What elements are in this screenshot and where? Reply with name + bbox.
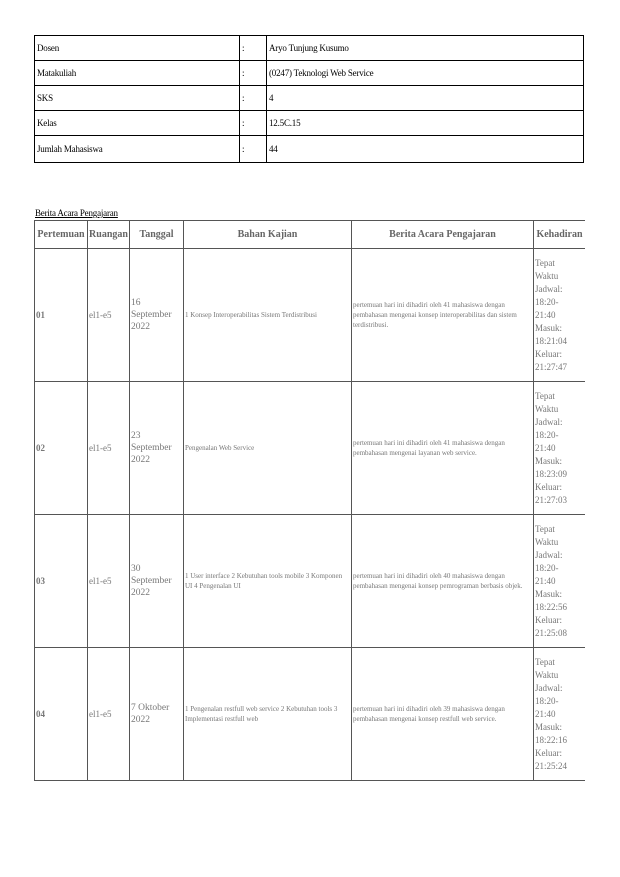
kehadiran-line: 18:22:16 (535, 734, 568, 745)
info-label: Matakuliah (35, 61, 240, 86)
header-ruangan: Ruangan (88, 221, 130, 249)
kehadiran-line: 18:20- (535, 695, 559, 706)
cell-bahan-kajian: 1 User interface 2 Kebutuhan tools mobile 3 Komponen UI 4 Pengenalan UI (184, 515, 352, 648)
kehadiran-line: 21:40 (535, 309, 556, 320)
table-row (35, 515, 586, 648)
kehadiran-line: Masuk: (535, 721, 562, 732)
info-label: Dosen (35, 36, 240, 61)
info-row (35, 61, 584, 86)
info-row (35, 136, 584, 163)
cell-tanggal: 16 September 2022 (130, 249, 184, 382)
cell-kehadiran (534, 249, 586, 382)
table-row (35, 648, 586, 781)
info-value: 12.5C.15 (267, 111, 584, 136)
info-row (35, 111, 584, 136)
cell-ruangan: el1-e5 (88, 515, 130, 648)
kehadiran-line: Tepat (535, 523, 555, 534)
kehadiran-line: 18:20- (535, 562, 559, 573)
kehadiran-line: Keluar: (535, 481, 562, 492)
info-label: Jumlah Mahasiswa (35, 136, 240, 163)
kehadiran-line: Masuk: (535, 588, 562, 599)
kehadiran-line: Jadwal: (535, 283, 563, 294)
cell-berita-acara: pertemuan hari ini dihadiri oleh 40 mahasiswa dengan pembahasan mengenai konsep pemrograman berbasis objek. (352, 515, 534, 648)
kehadiran-line: 21:27:03 (535, 494, 568, 505)
kehadiran-line: 21:40 (535, 708, 556, 719)
kehadiran-line: 18:20- (535, 429, 559, 440)
cell-bahan-kajian: 1 Konsep Interoperabilitas Sistem Terdistribusi (184, 249, 352, 382)
kehadiran-line: Tepat (535, 257, 555, 268)
lecture-table-container (34, 220, 585, 791)
info-separator: : (240, 111, 267, 136)
cell-ruangan: el1-e5 (88, 249, 130, 382)
kehadiran-line: Masuk: (535, 455, 562, 466)
cell-tanggal: 30 September 2022 (130, 515, 184, 648)
kehadiran-line: Jadwal: (535, 682, 563, 693)
course-info-table (34, 35, 584, 163)
header-pertemuan: Pertemuan (35, 221, 88, 249)
kehadiran-line: Tepat (535, 390, 555, 401)
cell-kehadiran (534, 382, 586, 515)
cell-tanggal: 7 Oktober 2022 (130, 648, 184, 781)
info-value: (0247) Teknologi Web Service (267, 61, 584, 86)
kehadiran-line: 18:23:09 (535, 468, 568, 479)
info-row (35, 36, 584, 61)
kehadiran-line: 21:25:08 (535, 627, 568, 638)
info-value: 44 (267, 136, 584, 163)
cell-berita-acara: pertemuan hari ini dihadiri oleh 41 mahasiswa dengan pembahasan mengenai layanan web service. (352, 382, 534, 515)
cell-kehadiran (534, 515, 586, 648)
kehadiran-line: Waktu (535, 669, 559, 680)
kehadiran-line: Keluar: (535, 614, 562, 625)
kehadiran-line: Keluar: (535, 747, 562, 758)
info-label: SKS (35, 86, 240, 111)
kehadiran-line: Keluar: (535, 348, 562, 359)
info-separator: : (240, 136, 267, 163)
section-title: Berita Acara Pengajaran (35, 208, 118, 218)
kehadiran-line: Jadwal: (535, 549, 563, 560)
kehadiran-line: 21:40 (535, 442, 556, 453)
kehadiran-line: 18:22:56 (535, 601, 568, 612)
cell-pertemuan: 01 (35, 249, 88, 382)
info-separator: : (240, 61, 267, 86)
header-bahan-kajian: Bahan Kajian (184, 221, 352, 249)
info-value: Aryo Tunjung Kusumo (267, 36, 584, 61)
kehadiran-line: 21:25:24 (535, 760, 568, 771)
info-label: Kelas (35, 111, 240, 136)
kehadiran-line: Tepat (535, 656, 555, 667)
cell-tanggal: 23 September 2022 (130, 382, 184, 515)
header-tanggal: Tanggal (130, 221, 184, 249)
cell-berita-acara: pertemuan hari ini dihadiri oleh 39 mahasiswa dengan pembahasan mengenai konsep restfull web service. (352, 648, 534, 781)
lecture-table (34, 220, 585, 781)
cell-bahan-kajian: 1 Pengenalan restfull web service 2 Kebutuhan tools 3 Implementasi restfull web (184, 648, 352, 781)
table-row (35, 382, 586, 515)
cell-pertemuan: 03 (35, 515, 88, 648)
table-header-row (35, 221, 586, 249)
cell-ruangan: el1-e5 (88, 382, 130, 515)
cell-bahan-kajian: Pengenalan Web Service (184, 382, 352, 515)
header-kehadiran: Kehadiran (534, 221, 586, 249)
table-row (35, 249, 586, 382)
header-berita-acara: Berita Acara Pengajaran (352, 221, 534, 249)
cell-pertemuan: 04 (35, 648, 88, 781)
info-row (35, 86, 584, 111)
cell-kehadiran (534, 648, 586, 781)
kehadiran-line: Waktu (535, 403, 559, 414)
kehadiran-line: Waktu (535, 536, 559, 547)
cell-berita-acara: pertemuan hari ini dihadiri oleh 41 mahasiswa dengan pembahasan mengenai konsep interoperabilitas dan sistem terdistribusi. (352, 249, 534, 382)
kehadiran-line: 21:27:47 (535, 361, 568, 372)
kehadiran-line: 21:40 (535, 575, 556, 586)
cell-pertemuan: 02 (35, 382, 88, 515)
info-separator: : (240, 86, 267, 111)
info-separator: : (240, 36, 267, 61)
kehadiran-line: 18:21:04 (535, 335, 568, 346)
kehadiran-line: Masuk: (535, 322, 562, 333)
info-value: 4 (267, 86, 584, 111)
kehadiran-line: Waktu (535, 270, 559, 281)
cell-ruangan: el1-e5 (88, 648, 130, 781)
kehadiran-line: Jadwal: (535, 416, 563, 427)
kehadiran-line: 18:20- (535, 296, 559, 307)
